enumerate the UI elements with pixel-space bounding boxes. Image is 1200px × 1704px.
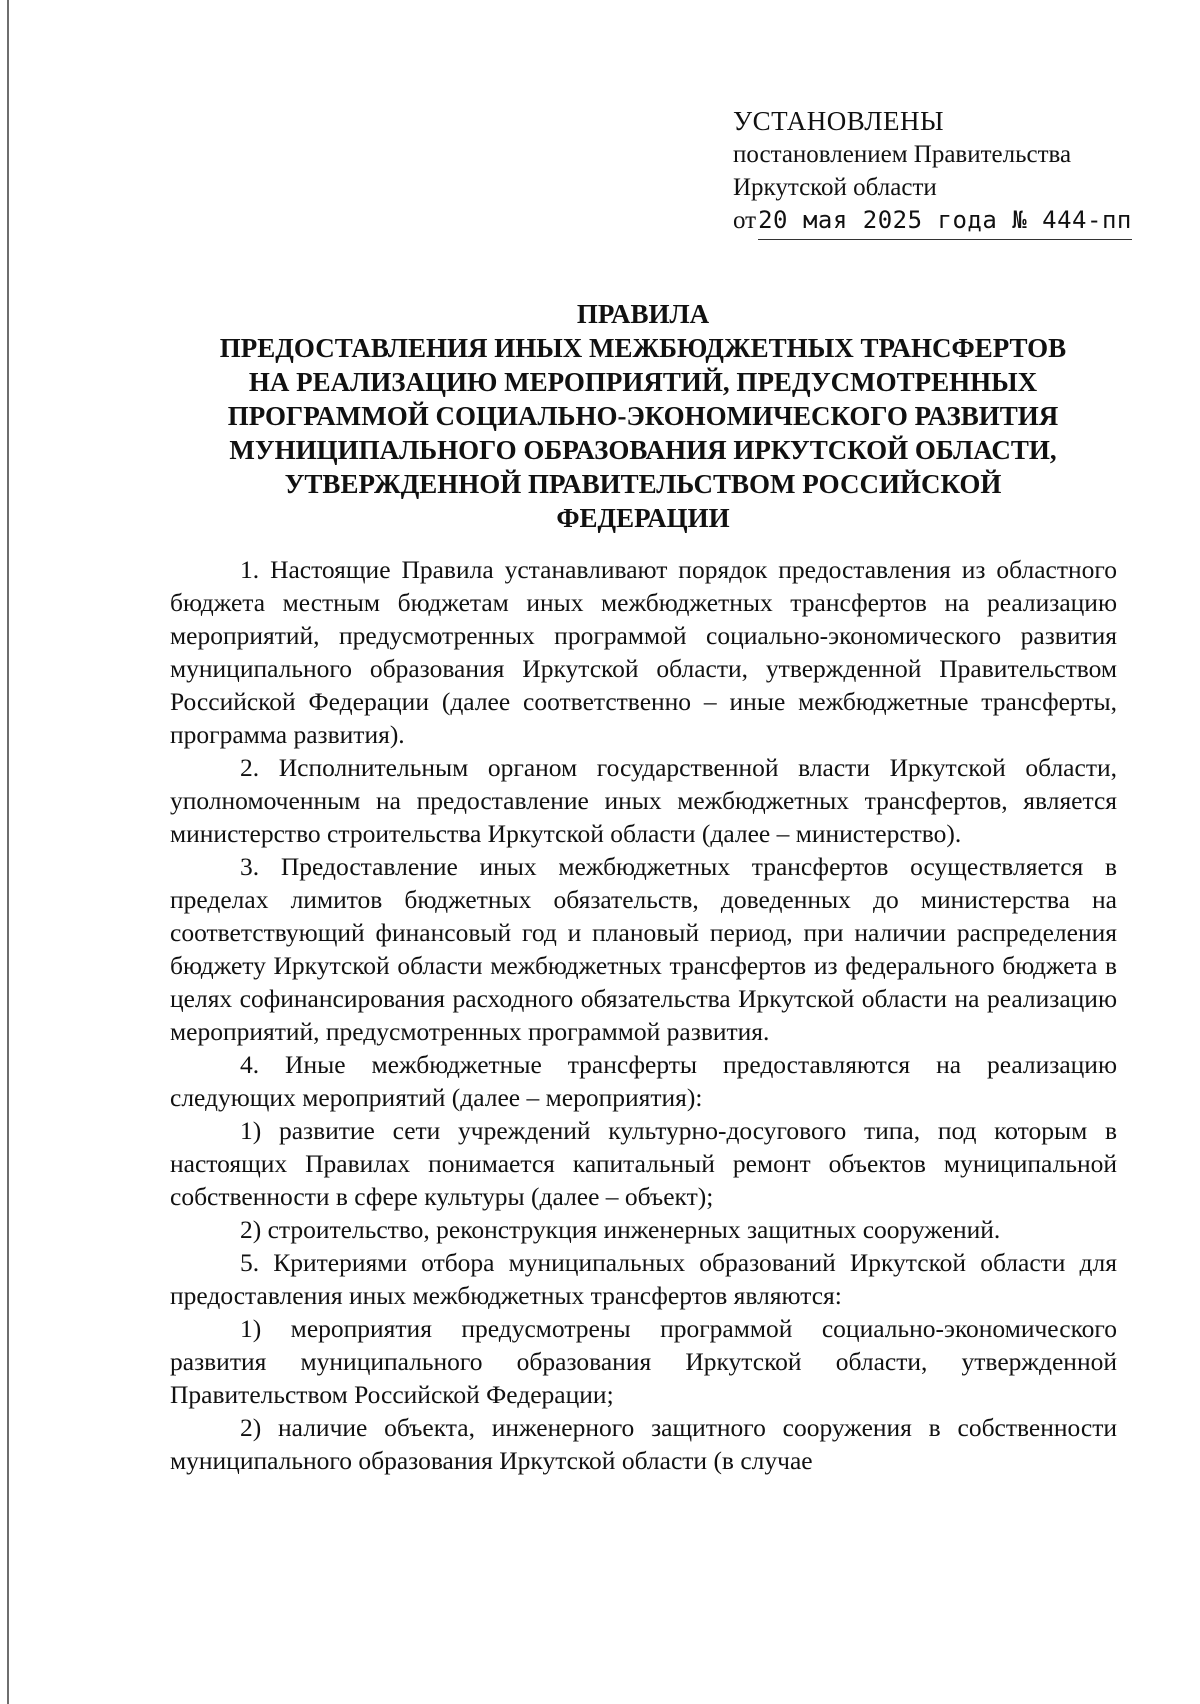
paragraph: 4. Иные межбюджетные трансферты предоставляются на реализацию следующих мероприятий (далее – мероприятия): [170,1050,1117,1112]
approved-heading: УСТАНОВЛЕНЫ [733,106,945,136]
paragraph: 2) наличие объекта, инженерного защитного сооружения в собственности муниципального образования Иркутской области (в случае [170,1413,1117,1475]
paragraph: 1. Настоящие Правила устанавливают порядок предоставления из областного бюджета местным бюджетам иных межбюджетных трансфертов на реализацию мероприятий, предусмотренных программой социально-экономического развития муниципального образования Иркутской области, утвержденной Правительством Российской Федерации (далее соответственно – иные межбюджетные трансферты, программа развития). [170,555,1117,749]
paragraph: 2) строительство, реконструкция инженерных защитных сооружений. [240,1215,1001,1244]
paragraph: 1) мероприятия предусмотрены программой социально-экономического развития муниципального образования Иркутской области, утвержденной Правительством Российской Федерации; [170,1314,1117,1409]
document-title [170,297,1116,535]
paragraph: 5. Критериями отбора муниципальных образований Иркутской области для предоставления иных межбюджетных трансфертов являются: [170,1248,1117,1310]
title-line: ПРОГРАММОЙ СОЦИАЛЬНО-ЭКОНОМИЧЕСКОГО РАЗВИТИЯ [227,401,1059,431]
title-line: НА РЕАЛИЗАЦИЮ МЕРОПРИЯТИЙ, ПРЕДУСМОТРЕННЫХ [248,367,1038,397]
approval-stamp [733,105,1153,240]
paragraph: 2. Исполнительным органом государственной власти Иркутской области, уполномоченным на предоставление иных межбюджетных трансфертов, является министерство строительства Иркутской области (далее – министерство). [170,753,1117,848]
date-value: 20 мая 2025 года № 444-пп [758,204,1132,240]
date-prefix: от [733,207,757,234]
title-line: МУНИЦИПАЛЬНОГО ОБРАЗОВАНИЯ ИРКУТСКОЙ ОБЛАСТИ, [229,435,1057,465]
title-line: ФЕДЕРАЦИИ [556,503,730,533]
approval-region-line: Иркутской области [733,174,937,201]
page-edge-line [7,0,9,1704]
approval-by-line: постановлением Правительства [733,141,1072,168]
paragraph: 3. Предоставление иных межбюджетных трансфертов осуществляется в пределах лимитов бюджетных обязательств, доведенных до министерства на соответствующий финансовый год и плановый период, при наличии распределения бюджету Иркутской области межбюджетных трансфертов из федерального бюджета в целях софинансирования расходного обязательства Иркутской области на реализацию мероприятий, предусмотренных программой развития. [170,852,1117,1046]
paragraph: 1) развитие сети учреждений культурно-досугового типа, под которым в настоящих Правилах понимается капитальный ремонт объектов муниципальной собственности в сфере культуры (далее – объект); [170,1116,1117,1211]
title-line: ПРЕДОСТАВЛЕНИЯ ИНЫХ МЕЖБЮДЖЕТНЫХ ТРАНСФЕРТОВ [219,333,1067,363]
approval-date-line [733,204,1153,240]
document-body [170,553,1117,1477]
title-line: ПРАВИЛА [576,299,710,329]
title-line: УТВЕРЖДЕННОЙ ПРАВИТЕЛЬСТВОМ РОССИЙСКОЙ [284,469,1002,499]
